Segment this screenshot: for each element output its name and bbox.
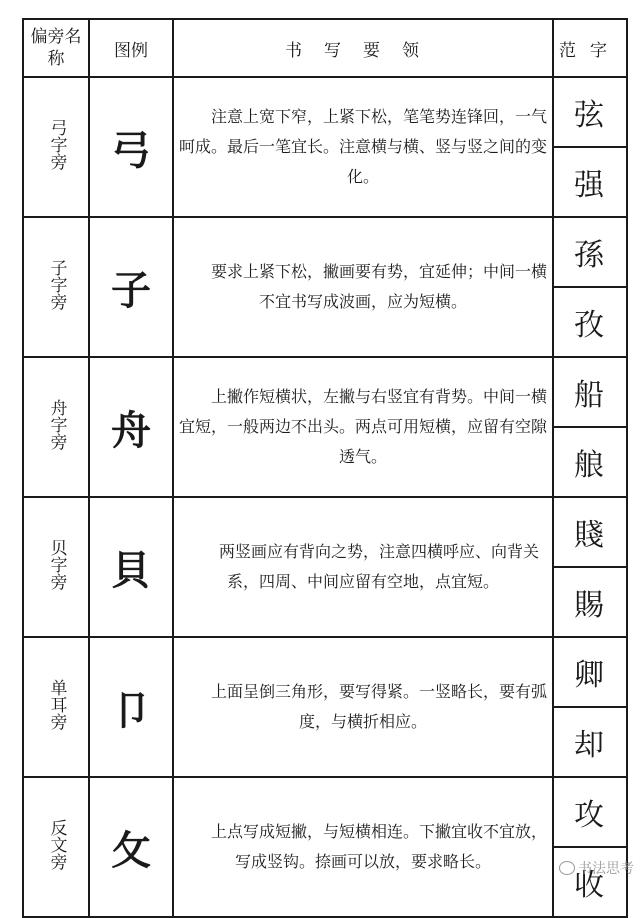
sample-character: 孫 <box>554 218 626 288</box>
sample-character: 孜 <box>574 308 606 343</box>
radical-name: 舟字旁 <box>23 357 89 497</box>
writing-essentials-text: 注意上宽下窄，上紧下松，笔笔势连锋回，一气呵成。最后一笔宜长。注意横与横、竖与竖之间的变化。 <box>173 77 553 217</box>
sample-character: 賤 <box>554 498 626 568</box>
header-radical-name: 偏旁名称 <box>23 19 89 77</box>
watermark <box>559 858 634 878</box>
sample-character: 收 <box>574 868 606 903</box>
sample-character: 强 <box>574 168 606 203</box>
table-row <box>23 637 627 777</box>
radical-example-glyph: 卩 <box>89 637 173 777</box>
radical-guide-table <box>22 18 628 918</box>
radical-name: 子字旁 <box>23 217 89 357</box>
radical-example-glyph: 貝 <box>89 497 173 637</box>
writing-essentials-text: 要求上紧下松，撇画要有势，宜延伸；中间一横不宜书写成波画，应为短横。 <box>173 217 553 357</box>
header-example: 图例 <box>89 19 173 77</box>
writing-essentials-text: 上撇作短横状，左撇与右竖宜有背势。中间一横宜短，一般两边不出头。两点可用短横，应留有空隙透气。 <box>173 357 553 497</box>
writing-essentials-text: 上面呈倒三角形，要写得紧。一竖略长，要有弧度，与横折相应。 <box>173 637 553 777</box>
sample-characters <box>553 217 627 357</box>
sample-characters <box>553 777 627 917</box>
wechat-icon <box>559 861 575 875</box>
table-row <box>23 357 627 497</box>
sample-characters <box>553 77 627 217</box>
radical-example-glyph: 子 <box>89 217 173 357</box>
radical-example-glyph: 攵 <box>89 777 173 917</box>
sample-character: 弦 <box>554 78 626 148</box>
header-sample-characters: 范字 <box>553 19 627 77</box>
table-row <box>23 497 627 637</box>
header-writing-essentials: 书写要领 <box>173 19 553 77</box>
sample-character: 賜 <box>574 588 606 623</box>
radical-name: 单耳旁 <box>23 637 89 777</box>
radical-name: 反文旁 <box>23 777 89 917</box>
sample-characters <box>553 357 627 497</box>
sample-character: 艆 <box>574 448 606 483</box>
watermark-text: 书法思考 <box>578 861 634 877</box>
writing-essentials-text: 两竖画应有背向之势，注意四横呼应、向背关系，四周、中间应留有空地，点宜短。 <box>173 497 553 637</box>
radical-example-glyph: 弓 <box>89 77 173 217</box>
sample-character: 卿 <box>554 638 626 708</box>
sample-characters <box>553 637 627 777</box>
sample-characters <box>553 497 627 637</box>
radical-name: 贝字旁 <box>23 497 89 637</box>
radical-example-glyph: 舟 <box>89 357 173 497</box>
table-row <box>23 77 627 217</box>
table-header-row <box>23 19 627 77</box>
sample-character: 攻 <box>554 778 626 848</box>
sample-character: 船 <box>554 358 626 428</box>
table-row <box>23 217 627 357</box>
table-row <box>23 777 627 917</box>
sample-character: 却 <box>574 728 606 763</box>
writing-essentials-text: 上点写成短撇，与短横相连。下撇宜收不宜放，写成竖钩。捺画可以放，要求略长。 <box>173 777 553 917</box>
radical-name: 弓字旁 <box>23 77 89 217</box>
